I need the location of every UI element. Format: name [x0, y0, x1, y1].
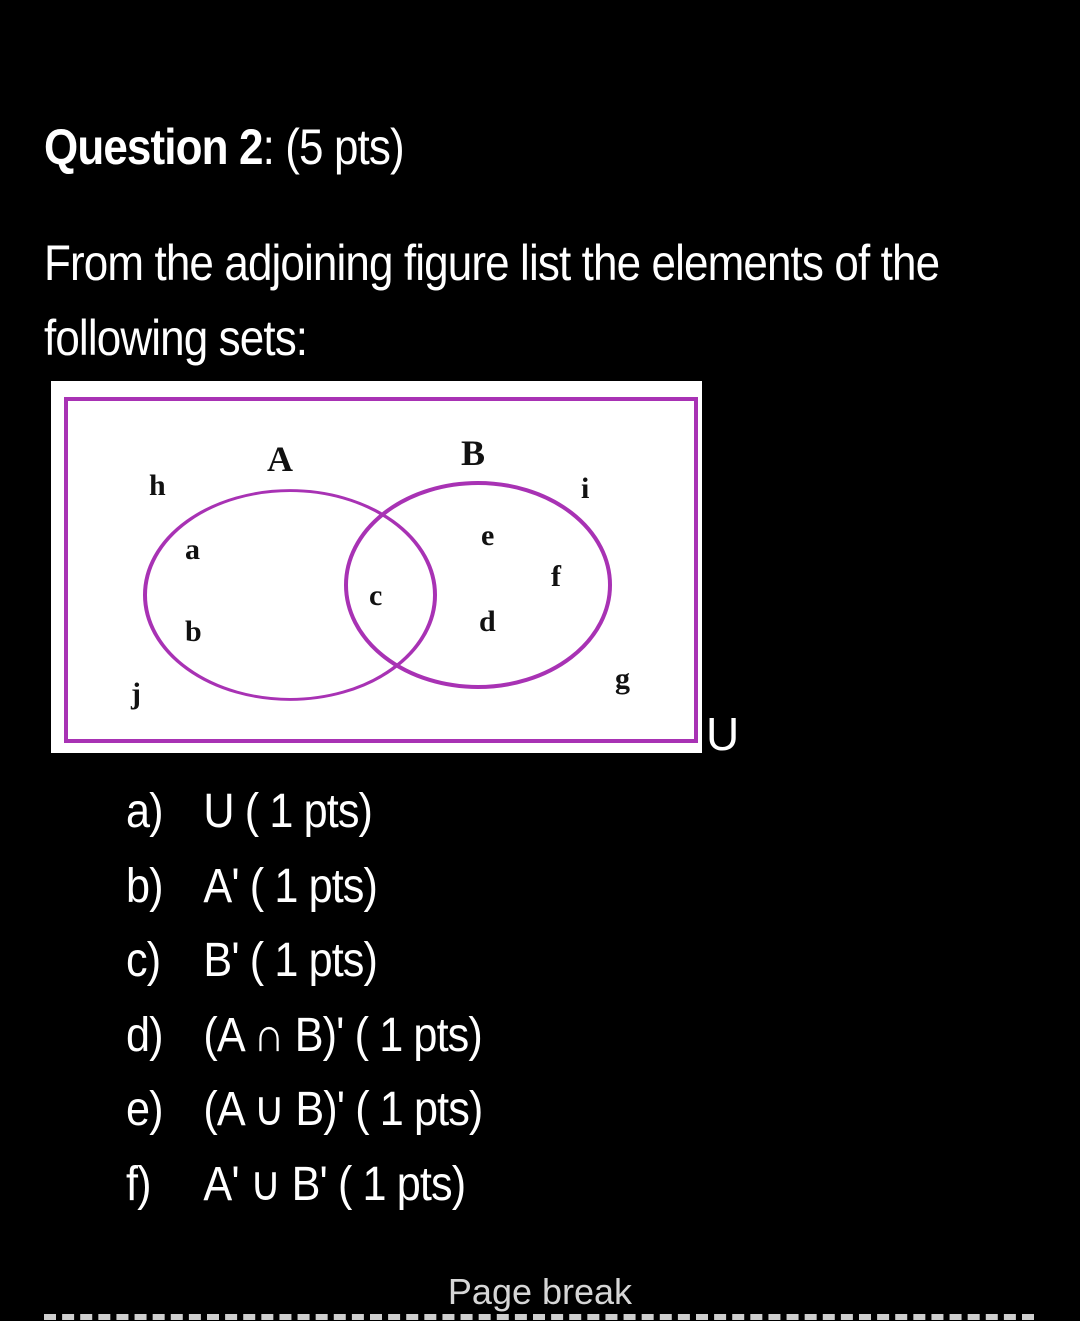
universe-rectangle [66, 399, 696, 741]
venn-diagram-svg [51, 381, 702, 753]
question-part-e [126, 1080, 482, 1155]
question-part-f [126, 1155, 482, 1230]
part-text: (A ∩ B)' ( 1 pts) [203, 1008, 482, 1062]
part-text: A' ∪ B' ( 1 pts) [203, 1157, 466, 1211]
set-a-circle [145, 491, 435, 700]
set-b-circle [346, 483, 610, 687]
element-i: i [581, 472, 590, 505]
page-break-label: Page break [447, 1271, 633, 1312]
question-number: Question 2 [44, 119, 263, 175]
question-part-b [126, 857, 482, 932]
element-e: e [481, 519, 495, 552]
venn-diagram [51, 381, 702, 753]
set-a-label: A [267, 439, 293, 479]
set-b-label: B [461, 433, 486, 473]
question-parts-list [126, 782, 522, 1229]
part-letter: c) [126, 934, 161, 987]
question-title [44, 112, 404, 182]
question-part-c [126, 931, 482, 1006]
element-a: a [185, 533, 200, 566]
element-d: d [479, 605, 496, 638]
element-j: j [131, 677, 141, 710]
part-letter: e) [126, 1083, 163, 1136]
part-text: B' ( 1 pts) [203, 934, 378, 987]
page-break-divider [44, 1314, 1034, 1320]
part-text: U ( 1 pts) [203, 785, 373, 838]
element-b: b [185, 615, 202, 648]
universe-label: U [706, 708, 740, 760]
part-letter: b) [126, 859, 163, 913]
part-letter: d) [126, 1008, 163, 1062]
part-letter: f) [126, 1157, 151, 1211]
question-prompt: From the adjoining figure list the elements of the following sets: [44, 235, 940, 366]
part-text: A' ( 1 pts) [203, 859, 378, 913]
element-g: g [615, 662, 630, 695]
element-h: h [149, 469, 166, 502]
part-text: (A ∪ B)' ( 1 pts) [203, 1083, 483, 1136]
element-f: f [551, 560, 561, 593]
part-letter: a) [126, 785, 163, 838]
question-part-d [126, 1006, 482, 1081]
element-c: c [369, 579, 383, 612]
question-part-a [126, 782, 482, 857]
question-points: : (5 pts) [262, 119, 404, 175]
